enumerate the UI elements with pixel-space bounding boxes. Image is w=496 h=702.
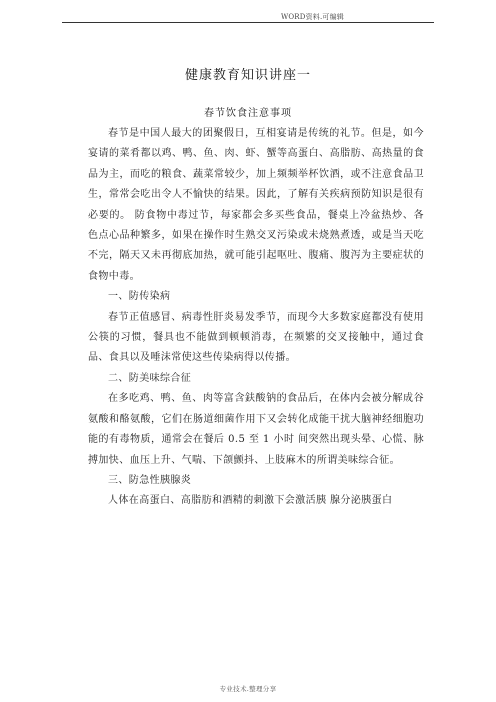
section-paragraph-infectious: 春节正值感冒、病毒性肝炎易发季节，而现今大多数家庭都没有使用公筷的习惯，餐具也不能做到顿顿消毒，在频繁的交叉接触中，通过食品、食具以及唾沫常使这些传染病得以传播。 [88,311,424,364]
document-body [88,124,424,512]
section-heading-infectious: 一、防传染病 [108,291,171,303]
header-divider [62,22,434,23]
document-subtitle: 春节饮食注意事项 [204,108,292,119]
page-footer-text: 专业技术.整理分享 [219,685,277,693]
document-title: 健康教育知识讲座一 [184,68,311,83]
section-heading-pancreatitis: 三、防急性胰腺炎 [108,474,192,486]
page-header-text: WORD资料.可编辑 [280,13,344,21]
section-paragraph-pancreatitis: 人体在高蛋白、高脂肪和酒精的刺激下会激活胰 腺分泌胰蛋白 [108,495,393,507]
section-paragraph-msg-syndrome: 在多吃鸡、鸭、鱼、肉等富含鈇酸钠的食品后，在体内会被分解成谷氨酸和酪氨酸，它们在肠道细菌作用下又会转化成能干扰大脑神经细胞功能的有毒物质，通常会在餐后 0.5 至 1 小时 间突然出现头晕、心慌、脉搏加快、血压上升、气喘、下颌颤抖、上肢麻木的所谓美味综合征。 [88,393,424,466]
intro-paragraph: 春节是中国人最大的团聚假日，互相宴请是传统的礼节。但是，如今宴请的菜肴都以鸡、鸭、鱼、肉、虾、蟹等高蛋白、高脂肪、高热量的食品为主，而吃的粮食、蔬菜常较少，加上频频举杯饮酒，或不注意食品卫生，常常会吃出令人不愉快的结果。因此，了解有关疾病预防知识是很有必要的。 防食物中毒过节，每家都会多买些食品，餐桌上冷盆热炒、各色点心品种繁多，如果在操作时生熟交叉污染或未烧熟煮透，或是当天吃不完，隔天又未再彻底加热，就可能引起呕吐、腹痛、腹泻为主要症状的食物中毒。 [88,128,424,282]
section-heading-msg-syndrome: 二、防美味综合征 [108,372,192,384]
